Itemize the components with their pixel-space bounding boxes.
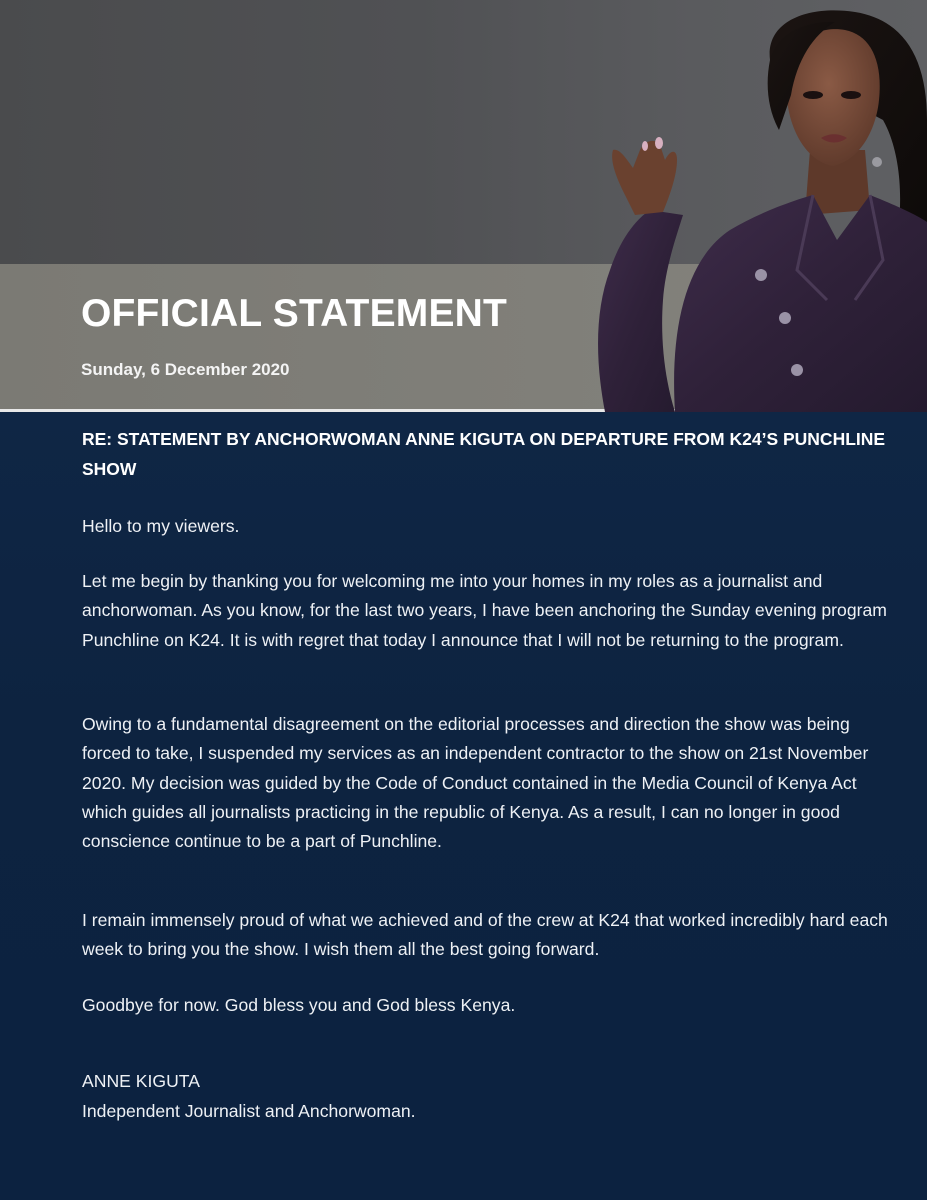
body-paragraph: Let me begin by thanking you for welcoming me into your homes in my roles as a journalist and anchorwoman. As you know, for the last two years, I have been anchoring the Sunday evening program Punchline on K24. It is with regret that today I announce that I will not be returning to the program. <box>82 571 887 650</box>
statement-subject: RE: STATEMENT BY ANCHORWOMAN ANNE KIGUTA ON DEPARTURE FROM K24’S PUNCHLINE SHOW <box>82 429 886 479</box>
portrait-image <box>565 0 927 412</box>
body-paragraph: I remain immensely proud of what we achieved and of the crew at K24 that worked incredibly hard each week to bring you the show. I wish them all the best going forward. <box>82 910 888 960</box>
signature-name: ANNE KIGUTA <box>82 1071 200 1091</box>
greeting-paragraph: Hello to my viewers. <box>82 516 240 536</box>
body-paragraph: Owing to a fundamental disagreement on the editorial processes and direction the show was being forced to take, I suspended my services as an independent contractor to the show on 21st November 2020. My decision was guided by the Code of Conduct contained in the Media Council of Kenya Act which guides all journalists practicing in the republic of Kenya. As a result, I can no longer in good conscience continue to be a part of Punchline. <box>82 714 869 852</box>
signature-role: Independent Journalist and Anchorwoman. <box>82 1101 416 1121</box>
page-title: OFFICIAL STATEMENT <box>81 292 508 335</box>
statement-content <box>82 424 892 1121</box>
closing-paragraph: Goodbye for now. God bless you and God bless Kenya. <box>82 995 516 1015</box>
statement-date: Sunday, 6 December 2020 <box>81 360 290 379</box>
